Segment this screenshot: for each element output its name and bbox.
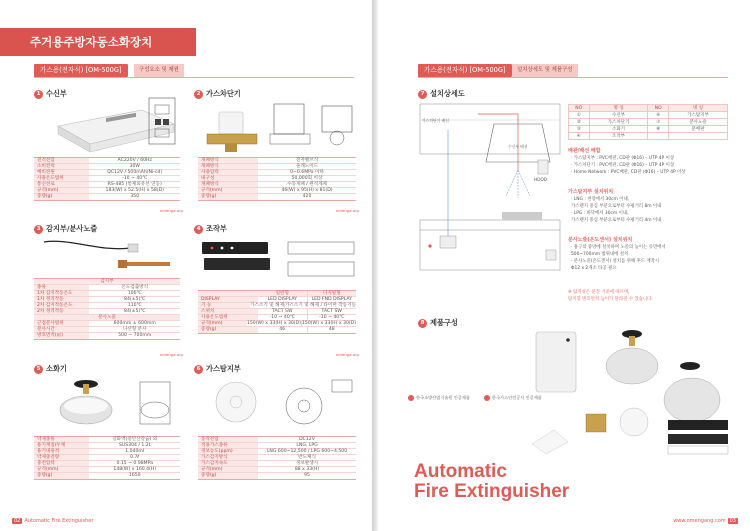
footer-left: 02 Automatic Fire Extinguisher (14, 518, 94, 524)
page-number: 03 (729, 518, 736, 524)
brand-tag: omenga.org (336, 208, 359, 213)
extinguisher-spec-table: 약제종류 강화액(중탄산칼슘) 외 용기재질/두께 SUS304 / 1.2t 용기내용적 1,040ml 약제충전량 0.7ℓ 충전압력 0.15 ~ 0.98MPa 규격(mm) 148(W) x 160.4(H) 중량(g) 1650 (34, 436, 180, 480)
gas-detector-location-notes: · LNG : 천장에서 30cm 이내, 가스렌지 중심 부분으로부터 수평거리 8m 이내 · LPG : 바닥에서 30cm 이내, 가스렌지 중심 부분으로부터 수평거리 4m 이내 (571, 197, 662, 223)
section-product: 8 제품구성 (418, 318, 458, 328)
model-tab: 가스용(전자식) [OM-500G] (418, 64, 512, 77)
model-tab-sub: 설치상세도 및 제품구성 (512, 64, 578, 77)
sensor-nozzle-photo (40, 236, 180, 276)
wiring-notes: · 가스탐지부 : PVC배관, CD관 (Φ16) – UTP 4P 이상 · 가스차단기 : PVC배관, CD관 (Φ16) – UTP 4P 이상 · Home Network : PVC배관, CD관 (Φ16) – UTP 4P 이상 (571, 156, 686, 175)
right-page (378, 0, 750, 531)
nozzle-location-notes: · 용구의 중앙에 설치하며 노즐의 높이는 유면에서 500~700mm 범위내에 설치 · 분사노즐(온도센서) 설치를 위해 후드 재작시 Φ12 x 2개소 타공 필요 (571, 245, 666, 271)
gas-valve-photo (205, 108, 265, 154)
section-gas-valve: 2 가스차단기 (194, 89, 241, 99)
brand-tag: omenga.org (336, 352, 359, 357)
installation-diagram (418, 100, 564, 280)
install-legend: NO 명 칭 NO 명 칭 ① 수신부 ⑥ 가스탐지부 ② 가스차단기 ⑦ 분사노즐 ③ 소화기 ⑧ 분배판 ④ 조작부 (568, 104, 728, 140)
section-install: 7 설치상세도 (418, 89, 465, 99)
cert-kgs: 한국가스안전공사 인증제품 (484, 395, 542, 401)
label-hood: HOOD (534, 177, 547, 182)
gas-detector-spec-table: 동작전압 DC12V 적용가스종류 LNG, LPG 경보농도(ppm) LNG 600~12,500 / LPG 600~4,500 가스감지방식 반도체식 가스감지속도 경보발생시 규격(mm) 88 x 33(H) 중량(g) 95 (198, 436, 356, 480)
control-spec-table: 일반형 디지털형 DISPLAY LED DISPLAY LED FND DISPLAY 기 능 가스소기 및 해제 가스소기 및 해제 / 타이머 작동기능 스위치 TACT SW TACT SW 사용온도범위 -10 ~ 40℃ -10 ~ 40℃ 규격(mm) 150(W) x 33(H) x 30(D) 150(W) x 33(H) x 30(D) 중량(g) 46 48 (198, 290, 356, 334)
brand-tag: omenga.org (160, 208, 183, 213)
tab-rule (418, 77, 728, 78)
receiver-drawing (146, 95, 180, 149)
gas-valve-drawing (268, 98, 358, 154)
page-number: 02 (14, 518, 21, 524)
kgs-logo-icon (484, 395, 490, 401)
label-line-a: 가스차단기 배선 (422, 118, 449, 123)
footer-right: www.omengang.com 03 (673, 518, 736, 524)
cert-kfi: 한국소방산업기술원 인증제품 (408, 395, 470, 401)
page-title: 주거용주방자동소화장치 (0, 28, 196, 56)
sensor-spec-table: 감지부 종류 온도검출방식 1차 감지작동온도 100℃ 1차 정격작동 84(±5)℃ 2차 감지작동온도 110℃ 2차 정격작동 84(±5)℃ 분사노즐 근접분사범위 600mm ± 600mm 분사시간 나선형 분사 방호면적(㎡) 500 ~ 700mm (34, 278, 180, 340)
label-line-b: 수신부 배선 (508, 144, 528, 149)
model-tab-sub: 구성요소 및 제원 (134, 64, 184, 77)
tab-rule (34, 77, 354, 78)
left-page (0, 0, 372, 531)
kfi-logo-icon (408, 395, 414, 401)
gas-detector-photo (208, 376, 358, 432)
section-control: 4 조작부 (194, 224, 227, 234)
model-tab: 가스용(전자식) [OM-500G] (34, 64, 128, 77)
gas-valve-spec-table: 개폐방식 전자밸브식 개폐방식 솔레노이드 사용압력 0~0.6MPa 이하 내구성 50,000회 이상 개폐방식 수동개폐 / 원격개폐 규격(mm) 46(W) x 95(H) x 81(D) 중량(g) 420 (198, 157, 356, 201)
section-sensor-nozzle: 3 감지부/분사노즐 (34, 224, 97, 234)
extinguisher-photo (56, 376, 176, 432)
gas-detector-location-title: 가스탐지부 설치위치 (568, 189, 614, 195)
install-warning: ※ 탐지성은 분전 기준에 따르며, 탐지형 방호면적 높이가 달라질 수 있습니다. (568, 290, 653, 302)
certification-logos (408, 395, 542, 401)
brand-tag: omenga.org (160, 352, 183, 357)
control-panel-drawings (200, 238, 360, 284)
wiring-title: 배관/배선 배합 (568, 148, 601, 154)
product-photo (528, 318, 740, 456)
brand-headline: Automatic Fire Extinguisher (414, 461, 570, 502)
receiver-spec-table: 전격전압 AC220V / 60Hz 소비전력 30W 예비전원 DC12V / 500mAh(Ni-cd) 사용온도범위 -10 ~ 40℃ 통신선로 RS-485 (통제외유선 연동) 규격(mm) 183(W) x 52.5(H) x 58(D) 중량(g) 350 (34, 157, 180, 201)
section-receiver: 1 수신부 (34, 89, 67, 99)
section-extinguisher: 5 소화기 (34, 364, 67, 374)
section-gas-detector: 6 가스탐지부 (194, 364, 241, 374)
nozzle-location-title: 분사노즐(온도센서) 설치위치 (568, 237, 633, 243)
